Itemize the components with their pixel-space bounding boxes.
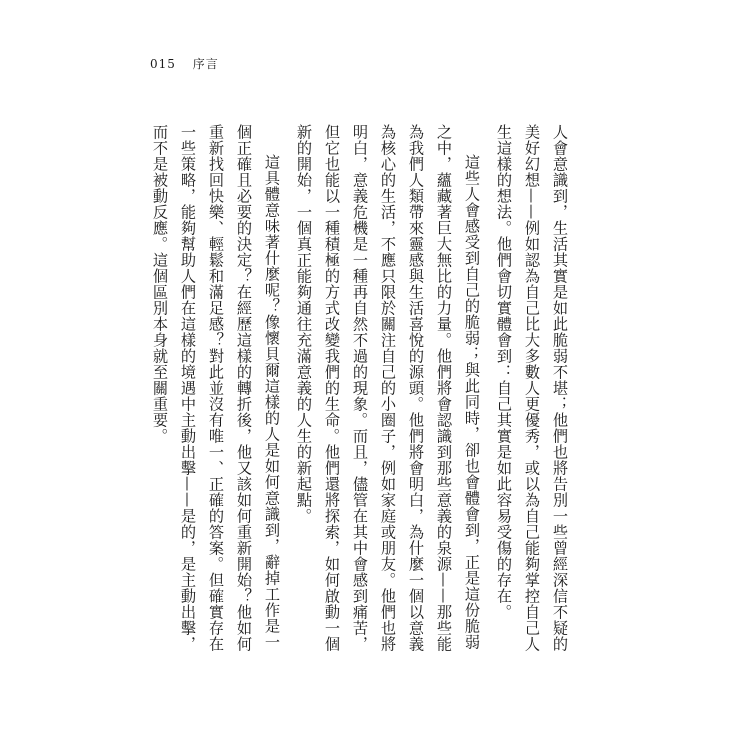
paragraph-3: 這具體意味著什麼呢？像懷貝爾這樣的人是如何意識到，辭掉工作是一個正確且必要的決定？在經歷這樣的轉折後，他又該如何重新開始？他如何重新找回快樂、輕鬆和滿足感？對此並沒有唯一、正確的答案。但確實存在一些策略，能夠幫助人們在這樣的境遇中主動出擊——是的，是主動出擊，而不是被動反應。這個區別本身就至關重要。 xyxy=(151,124,281,652)
page-number: 015 xyxy=(150,57,176,71)
paragraph-1: 人會意識到，生活其實是如此脆弱不堪；他們也將告別一些曾經深信不疑的美好幻想——例如認為自己比大多數人更優秀，或以為自己能夠掌控自己人生這樣的想法。他們會切實體會到：自己其實是如此容易受傷的存在。 xyxy=(495,124,569,652)
vertical-text-body xyxy=(146,124,574,664)
section-title: 序言 xyxy=(192,57,219,71)
paragraph-2: 這些人會感受到自己的脆弱；與此同時，卻也會體會到，正是這份脆弱之中，蘊藏著巨大無比的力量。他們將會認識到那些意義的泉源——那些能為我們人類帶來靈感與生活喜悅的源頭。他們將會明白，為什麼一個以意義為核心的生活，不應只限於關注自己的小圈子，例如家庭或朋友。他們也將明白，意義危機是一種再自然不過的現象。而且，儘管在其中會感到痛苦，但它也能以一種積極的方式改變我們的生命。他們還將探索，如何啟動一個新的開始，一個真正能夠通往充滿意義的人生的新起點。 xyxy=(295,124,481,652)
running-header xyxy=(150,55,219,72)
